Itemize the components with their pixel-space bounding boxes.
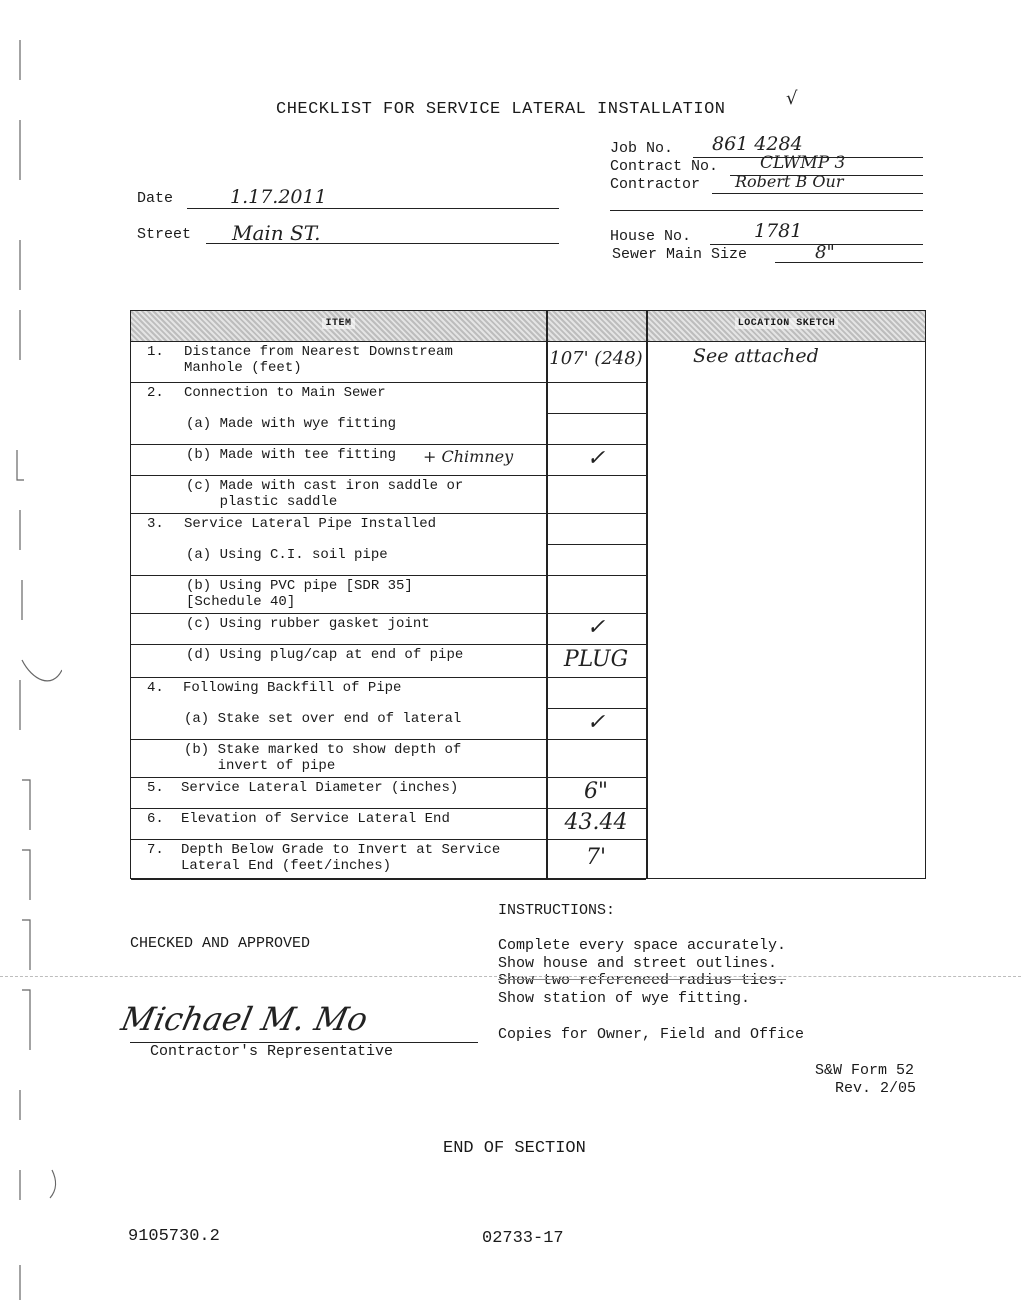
table-row [131, 614, 646, 645]
row-value: PLUG [563, 646, 629, 672]
instruction-line-1: Complete every space accurately. [498, 937, 787, 954]
form-number: S&W Form 52 [815, 1062, 915, 1079]
sewer-main-size-value: 8" [815, 242, 835, 263]
row-label: Service Lateral Pipe Installed [184, 516, 437, 532]
contractor-label: Contractor [610, 176, 701, 193]
row-value: 7' [585, 845, 607, 870]
checklist-table [130, 310, 926, 879]
row-label: (a) Stake set over end of lateral [184, 711, 462, 727]
row-value: 107' (248) [549, 347, 643, 369]
instruction-line-2: Show house and street outlines. [498, 955, 778, 972]
item-header-label: ITEM [322, 318, 354, 329]
row-number: 2. [147, 385, 164, 401]
row-label: Service Lateral Diameter (inches) [181, 780, 459, 796]
instructions-heading: INSTRUCTIONS: [498, 902, 616, 919]
signature-caption: Contractor's Representative [150, 1043, 394, 1060]
table-row [131, 709, 646, 740]
table-row [131, 576, 646, 614]
row-value: ✓ [586, 445, 606, 471]
item-column-header [131, 311, 546, 342]
row-label: (a) Using C.I. soil pipe [186, 547, 388, 563]
row-label: Depth Below Grade to Invert at Service Lateral End (feet/inches) [181, 842, 501, 874]
house-no-value: 1781 [754, 220, 803, 242]
sketch-header-label: LOCATION SKETCH [735, 318, 839, 329]
row-label: (c) Using rubber gasket joint [186, 616, 430, 632]
scan-edge-marks [12, 40, 62, 1300]
signature: Michael M. Mo [117, 1000, 372, 1038]
row-label: (b) Stake marked to show depth of invert of pipe [184, 742, 462, 774]
table-row [131, 678, 646, 709]
contractor-value: Robert B Our [735, 172, 844, 191]
tee-fitting-note: + Chimney [423, 447, 514, 466]
footer-doc-number: 9105730.2 [128, 1227, 220, 1246]
row-label: (c) Made with cast iron saddle or plastic saddle [186, 478, 464, 510]
end-of-section: END OF SECTION [443, 1139, 586, 1158]
date-line [187, 208, 559, 209]
row-value: 43.44 [564, 809, 628, 835]
row-value: ✓ [586, 709, 606, 735]
row-number: 5. [147, 780, 164, 796]
form-revision: Rev. 2/05 [835, 1080, 917, 1097]
row-label: Elevation of Service Lateral End [181, 811, 450, 827]
row-number: 7. [147, 842, 164, 858]
contract-no-label: Contract No. [610, 158, 719, 175]
job-no-label: Job No. [610, 140, 674, 157]
date-value: 1.17.2011 [230, 186, 327, 208]
value-column-header [548, 311, 647, 342]
table-row [131, 476, 646, 514]
title-check-mark: √ [786, 88, 798, 109]
job-no-value: 861 4284 [712, 133, 803, 155]
contractor-extra-line [610, 210, 923, 211]
approval-heading: CHECKED AND APPROVED [130, 935, 311, 952]
row-label: (b) Using PVC pipe [SDR 35] [Schedule 40] [186, 578, 413, 610]
footer-page-number: 02733-17 [482, 1229, 564, 1248]
table-row [131, 740, 646, 778]
table-row [131, 414, 646, 445]
house-no-label: House No. [610, 228, 692, 245]
table-row [131, 383, 646, 414]
row-label: (b) Made with tee fitting [186, 447, 397, 463]
row-label: Distance from Nearest Downstream Manhole (feet) [184, 344, 453, 376]
row-value: 6" [583, 778, 609, 804]
row-number: 6. [147, 811, 164, 827]
sketch-column-header [648, 311, 925, 342]
row-number: 3. [147, 516, 164, 532]
page-title: CHECKLIST FOR SERVICE LATERAL INSTALLATION [276, 100, 726, 119]
table-row [131, 545, 646, 576]
instruction-line-5: Copies for Owner, Field and Office [498, 1026, 805, 1043]
sewer-main-size-label: Sewer Main Size [612, 246, 748, 263]
row-label: Connection to Main Sewer [184, 385, 386, 401]
sketch-note: See attached [693, 345, 819, 367]
table-row [131, 445, 646, 476]
instruction-line-4: Show station of wye fitting. [498, 990, 751, 1007]
row-label: (a) Made with wye fitting [186, 416, 397, 432]
sewer-main-size-line [775, 262, 923, 263]
table-row [131, 645, 646, 678]
row-number: 4. [147, 680, 164, 696]
column-divider-sketch [646, 311, 648, 878]
table-row [131, 778, 646, 809]
row-value: ✓ [586, 614, 606, 640]
street-value: Main ST. [232, 221, 321, 245]
contract-no-value: CLWMP 3 [760, 153, 846, 173]
table-row [131, 514, 646, 545]
table-row [131, 809, 646, 840]
table-row [131, 342, 646, 383]
instruction-line-3: Show two referenced radius ties. [498, 972, 787, 989]
date-label: Date [137, 190, 174, 207]
row-number: 1. [147, 344, 164, 360]
table-row [131, 840, 646, 880]
contractor-line [712, 193, 923, 194]
row-label: Following Backfill of Pipe [183, 680, 402, 696]
row-label: (d) Using plug/cap at end of pipe [186, 647, 464, 663]
street-label: Street [137, 226, 192, 243]
faint-dashed-rule [0, 976, 1021, 977]
